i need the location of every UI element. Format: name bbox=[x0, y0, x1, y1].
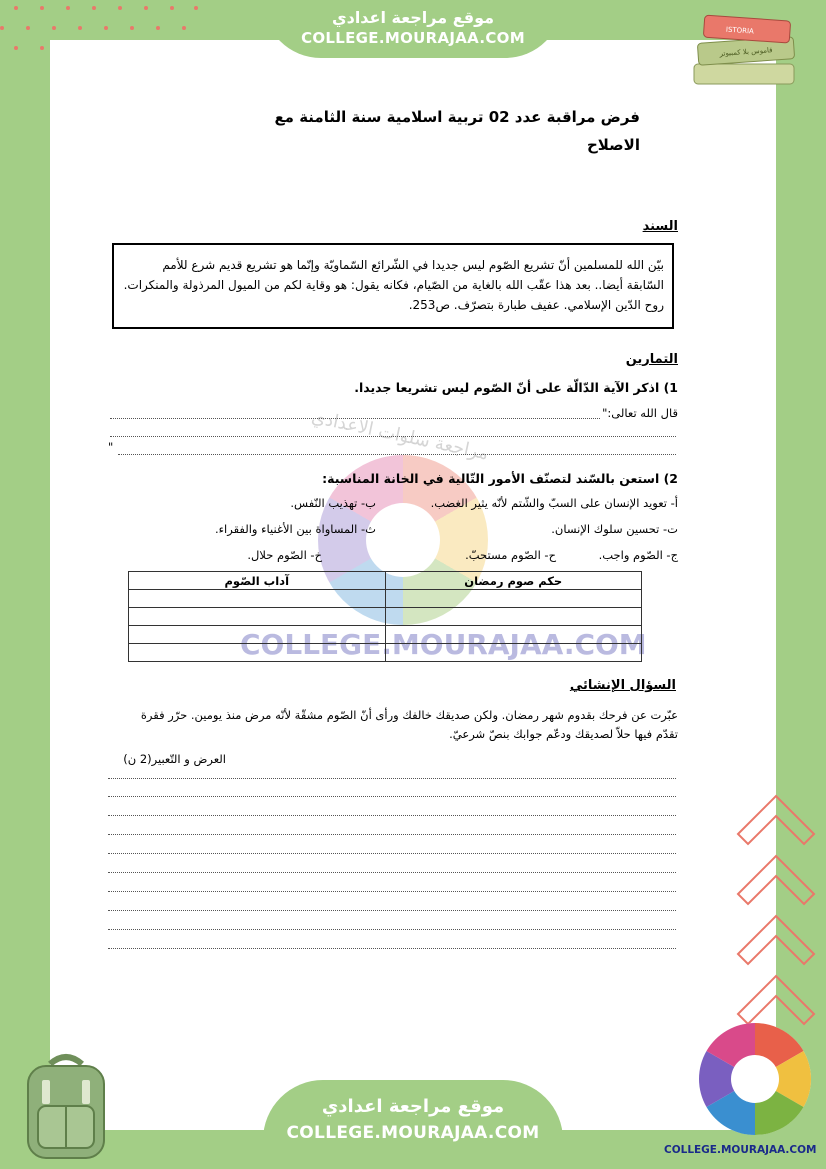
watermark-arc-text: مراجعة سلوات الاعدادي bbox=[309, 406, 491, 465]
item-tha: ث- المساواة بين الأغنياء والفقراء. bbox=[214, 522, 376, 536]
answer-line[interactable] bbox=[108, 891, 676, 892]
sanad-heading: السند bbox=[642, 219, 678, 234]
table-cell[interactable] bbox=[129, 626, 386, 644]
answer-line[interactable] bbox=[108, 910, 676, 911]
sanad-text: بيّن الله للمسلمين أنّ تشريع الصّوم ليس جديدا في الشّرائع السّماويّة وإنّما هو تشريع قديم شرع للأمم السّابقة أيضا.. بعد هذا عقّب الله بالغاية من الصّيام، فكانه يقول: هو وقاية لكم من الميول المرذولة والمنكرات. bbox=[123, 258, 664, 292]
item-ba: ب- تهذيب النّفس. bbox=[290, 496, 376, 510]
footer-site-url[interactable]: COLLEGE.MOURAJAA.COM bbox=[286, 1123, 540, 1143]
item-jim: ج- الصّوم واجب. bbox=[598, 548, 678, 562]
table-cell[interactable] bbox=[385, 644, 642, 662]
table-cell[interactable] bbox=[129, 590, 386, 608]
answer-line[interactable] bbox=[108, 948, 676, 949]
site-url[interactable]: COLLEGE.MOURAJAA.COM bbox=[301, 29, 525, 47]
site-name: موقع مراجعة اعدادي bbox=[331, 8, 495, 27]
question-1: 1) اذكر الآية الدّالّة على أنّ الصّوم ليس تشريعا جديدا. bbox=[354, 380, 678, 395]
answer-line[interactable] bbox=[110, 418, 600, 419]
table-row bbox=[129, 608, 642, 626]
book-spine-1: ISTORIA bbox=[725, 25, 755, 36]
table-row bbox=[129, 626, 642, 644]
table-header-row bbox=[129, 572, 642, 590]
answer-line[interactable] bbox=[118, 454, 676, 455]
essay-label: العرض و التّعبير(2 ن) bbox=[123, 752, 226, 766]
sanad-box bbox=[112, 243, 674, 329]
exam-title-line2: الاصلاح bbox=[586, 136, 640, 154]
sanad-source: روح الدّين الإسلامي. عفيف طبارة بتصرّف. ص253. bbox=[408, 298, 664, 312]
answer-line[interactable] bbox=[108, 853, 676, 854]
answer-line[interactable] bbox=[108, 929, 676, 930]
school-circle-logo-icon bbox=[696, 1020, 814, 1138]
watermark-text: COLLEGE.MOURAJAA.COM bbox=[240, 628, 647, 661]
backpack-icon bbox=[14, 1050, 118, 1162]
exam-title-line1: فرض مراقبة عدد 02 تربية اسلامية سنة الثامنة مع bbox=[274, 108, 640, 126]
answer-line[interactable] bbox=[110, 436, 676, 437]
question-2: 2) استعن بالسّند لتصنّف الأمور التّالية في الخانة المناسبة: bbox=[322, 471, 678, 486]
item-alif: أ- تعويد الإنسان على السبّ والشّتم لأنّه يثير الغضب. bbox=[430, 496, 678, 510]
exercises-heading: التمارين bbox=[625, 352, 678, 367]
q1-prefix: قال الله تعالى:" bbox=[602, 406, 678, 420]
table-cell[interactable] bbox=[385, 590, 642, 608]
table-row bbox=[129, 590, 642, 608]
table-cell[interactable] bbox=[385, 608, 642, 626]
essay-heading: السؤال الإنشائي bbox=[569, 678, 676, 693]
exam-title bbox=[170, 103, 640, 159]
table-header: حكم صوم رمضان bbox=[385, 572, 642, 590]
table-cell[interactable] bbox=[129, 608, 386, 626]
item-ha: ح- الصّوم مستحبّ. bbox=[465, 548, 556, 562]
logo-text: COLLEGE.MOURAJAA.COM bbox=[664, 1144, 817, 1156]
footer-banner bbox=[263, 1080, 563, 1169]
essay-prompt: عبّرت عن فرحك بقدوم شهر رمضان. ولكن صديقك خالفك ورأى أنّ الصّوم مشقّة لأنّه مرض منذ يومين. حرّر فقرة تقدّم فيها حلاّ لصديقك ودعّم جوابك بنصّ شرعيّ. bbox=[140, 708, 678, 741]
table-cell[interactable] bbox=[385, 626, 642, 644]
item-ta: ت- تحسين سلوك الإنسان. bbox=[551, 522, 678, 536]
footer-site-name: موقع مراجعة اعدادي bbox=[321, 1096, 505, 1117]
answer-line[interactable] bbox=[108, 778, 676, 779]
table-row bbox=[129, 644, 642, 662]
answer-line[interactable] bbox=[108, 815, 676, 816]
q1-end-quote: " bbox=[108, 440, 114, 454]
books-icon bbox=[690, 8, 802, 92]
item-kha: خ- الصّوم حلال. bbox=[247, 548, 322, 562]
book-spine-2: قاموس بلا كمبيوتر bbox=[719, 46, 773, 58]
table-cell[interactable] bbox=[129, 644, 386, 662]
header-banner bbox=[263, 0, 563, 58]
table-header: آداب الصّوم bbox=[129, 572, 386, 590]
classification-table bbox=[128, 571, 647, 662]
answer-line[interactable] bbox=[108, 834, 676, 835]
chevron-up-icon bbox=[732, 790, 820, 1050]
answer-line[interactable] bbox=[108, 796, 676, 797]
answer-line[interactable] bbox=[108, 872, 676, 873]
